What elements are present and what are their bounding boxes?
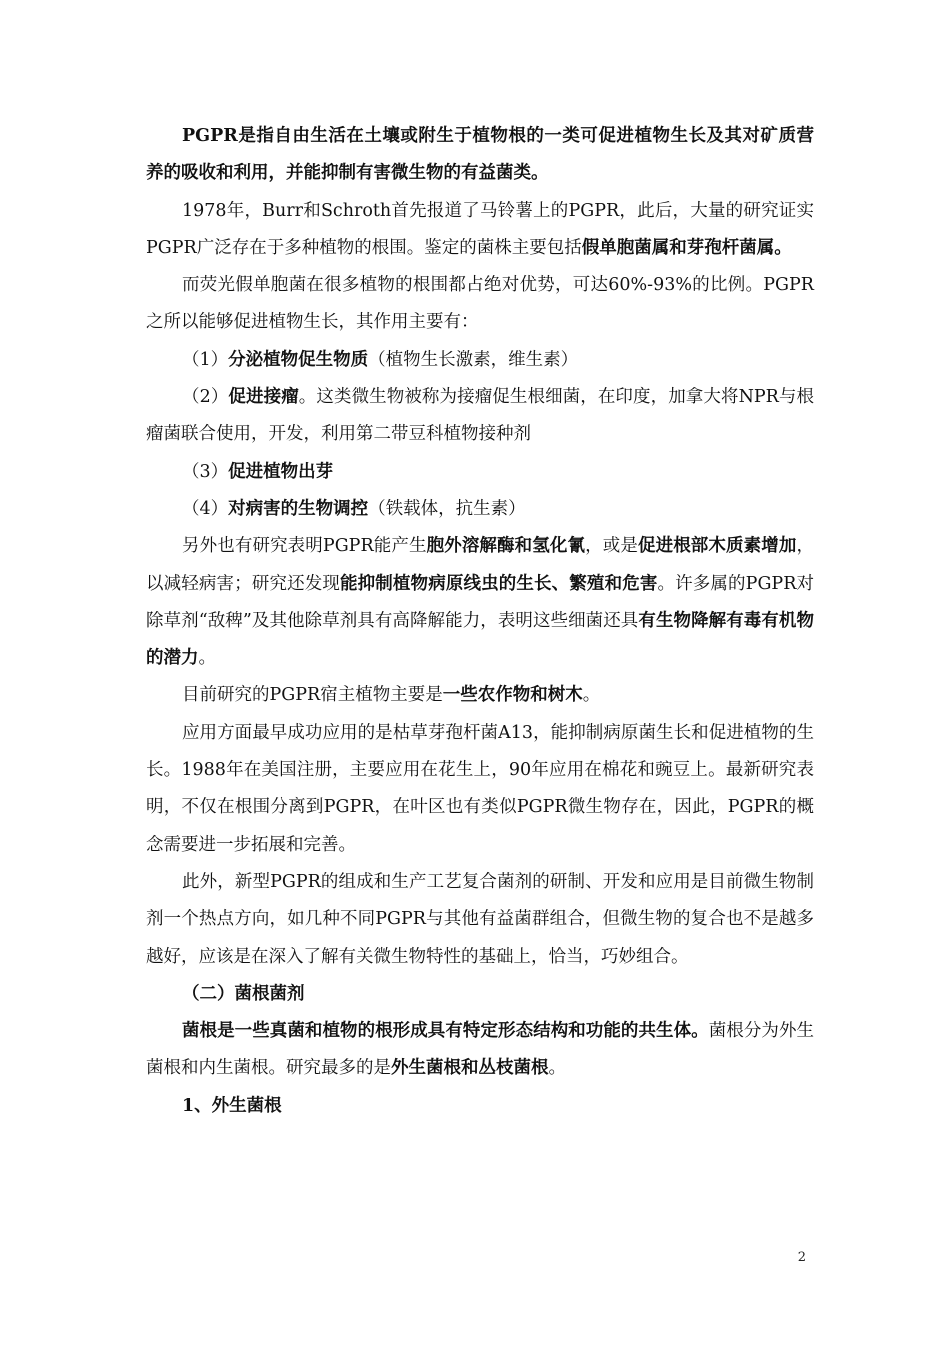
- text-segment: 。这类微生物被称为接瘤促生根细菌，在印度，加拿大将NPR与根瘤菌联合使用，开发，利用第二带豆科植物接种剂: [146, 387, 815, 445]
- bold-text-segment: 促进接瘤: [228, 387, 299, 408]
- text-segment: 而荧光假单胞菌在很多植物的根围都占绝对优势，可达60%-93%的比例。PGPR之所以能够促进植物生长，其作用主要有：: [146, 275, 814, 333]
- paragraph-p4: [146, 342, 814, 379]
- text-segment: ，以减轻病害；研究还发现: [146, 536, 814, 594]
- paragraph-p7: [146, 491, 814, 528]
- text-segment: 。: [198, 648, 216, 669]
- text-segment: 菌根分为外生菌根和内生菌根。研究最多的是: [146, 1021, 815, 1079]
- bold-text-segment: 能抑制植物病原线虫的生长、繁殖和危害: [340, 573, 658, 594]
- paragraph-p3: [146, 267, 814, 342]
- paragraph-p13: [146, 1013, 814, 1088]
- paragraph-p14: [146, 1088, 814, 1125]
- bold-text-segment: 菌根是一些真菌和植物的根形成具有特定形态结构和功能的共生体。: [182, 1021, 709, 1042]
- text-segment: 。: [548, 1058, 566, 1079]
- text-segment: 。: [582, 685, 601, 706]
- bold-text-segment: 胞外溶解酶和氢化氰: [426, 536, 586, 557]
- paragraph-p5: [146, 379, 814, 454]
- text-segment: 此外，新型PGPR的组成和生产工艺复合菌剂的研制、开发和应用是目前微生物制剂一个热点方向，如几种不同PGPR与其他有益菌群组合，但微生物的复合也不是越多越好，应该是在深入了解有关微生物特性的基础上，恰当，巧妙组合。: [146, 871, 814, 967]
- text-segment: 1978年，Burr和Schroth首先报道了马铃薯上的PGPR，此后，大量的研究证实PGPR广泛存在于多种植物的根围。鉴定的菌株主要包括: [146, 200, 814, 258]
- page-number: 2: [797, 1250, 806, 1265]
- bold-text-segment: 假单胞菌属和芽孢杆菌属。: [581, 237, 792, 258]
- bold-text-segment: PGPR是指自由生活在土壤或附生于植物根的一类可促进植物生长及其对矿质营养的吸收和利用，并能抑制有害微生物的有益菌类。: [146, 126, 814, 184]
- paragraph-p9: [146, 677, 814, 714]
- bold-text-segment: 外生菌根和丛枝菌根: [391, 1058, 549, 1079]
- text-segment: （3）: [182, 461, 229, 482]
- paragraph-p11: [146, 864, 814, 976]
- bold-text-segment: 分泌植物促生物质: [228, 349, 369, 370]
- text-segment: 。许多属的PGPR对除草剂“敌稗”及其他除草剂具有高降解能力，表明这些细菌还具: [146, 573, 815, 631]
- text-segment: （铁载体，抗生素）: [368, 498, 526, 519]
- text-segment: （4）: [182, 498, 229, 519]
- paragraph-p12: [146, 976, 814, 1013]
- document-body: [146, 118, 814, 1125]
- paragraph-p6: [146, 454, 814, 491]
- bold-text-segment: 促进植物出芽: [228, 461, 334, 482]
- text-segment: 应用方面最早成功应用的是枯草芽孢杆菌A13，能抑制病原菌生长和促进植物的生长。1988年在美国注册，主要应用在花生上，90年应用在棉花和豌豆上。最新研究表明，不仅在根围分离到PGPR，在叶区也有类似PGPR微生物存在，因此，PGPR的概念需要进一步拓展和完善。: [146, 722, 814, 855]
- bold-text-segment: 促进根部木质素增加: [637, 536, 797, 557]
- bold-text-segment: 有生物降解有毒有机物的潜力: [146, 610, 814, 669]
- text-segment: 另外也有研究表明PGPR能产生: [182, 536, 427, 557]
- text-segment: 目前研究的PGPR宿主植物主要是: [182, 685, 443, 706]
- paragraph-p8: [146, 528, 814, 677]
- paragraph-p2: [146, 193, 814, 268]
- bold-text-segment: 一些农作物和树木: [442, 685, 583, 706]
- bold-text-segment: 对病害的生物调控: [228, 498, 369, 519]
- bold-text-segment: 1、外生菌根: [182, 1095, 282, 1116]
- bold-text-segment: （二）菌根菌剂: [182, 983, 305, 1004]
- text-segment: （2）: [182, 387, 229, 408]
- text-segment: （1）: [182, 349, 229, 370]
- paragraph-p1: [146, 118, 814, 193]
- text-segment: （植物生长激素，维生素）: [368, 349, 579, 370]
- text-segment: ，或是: [585, 536, 638, 557]
- paragraph-p10: [146, 715, 814, 864]
